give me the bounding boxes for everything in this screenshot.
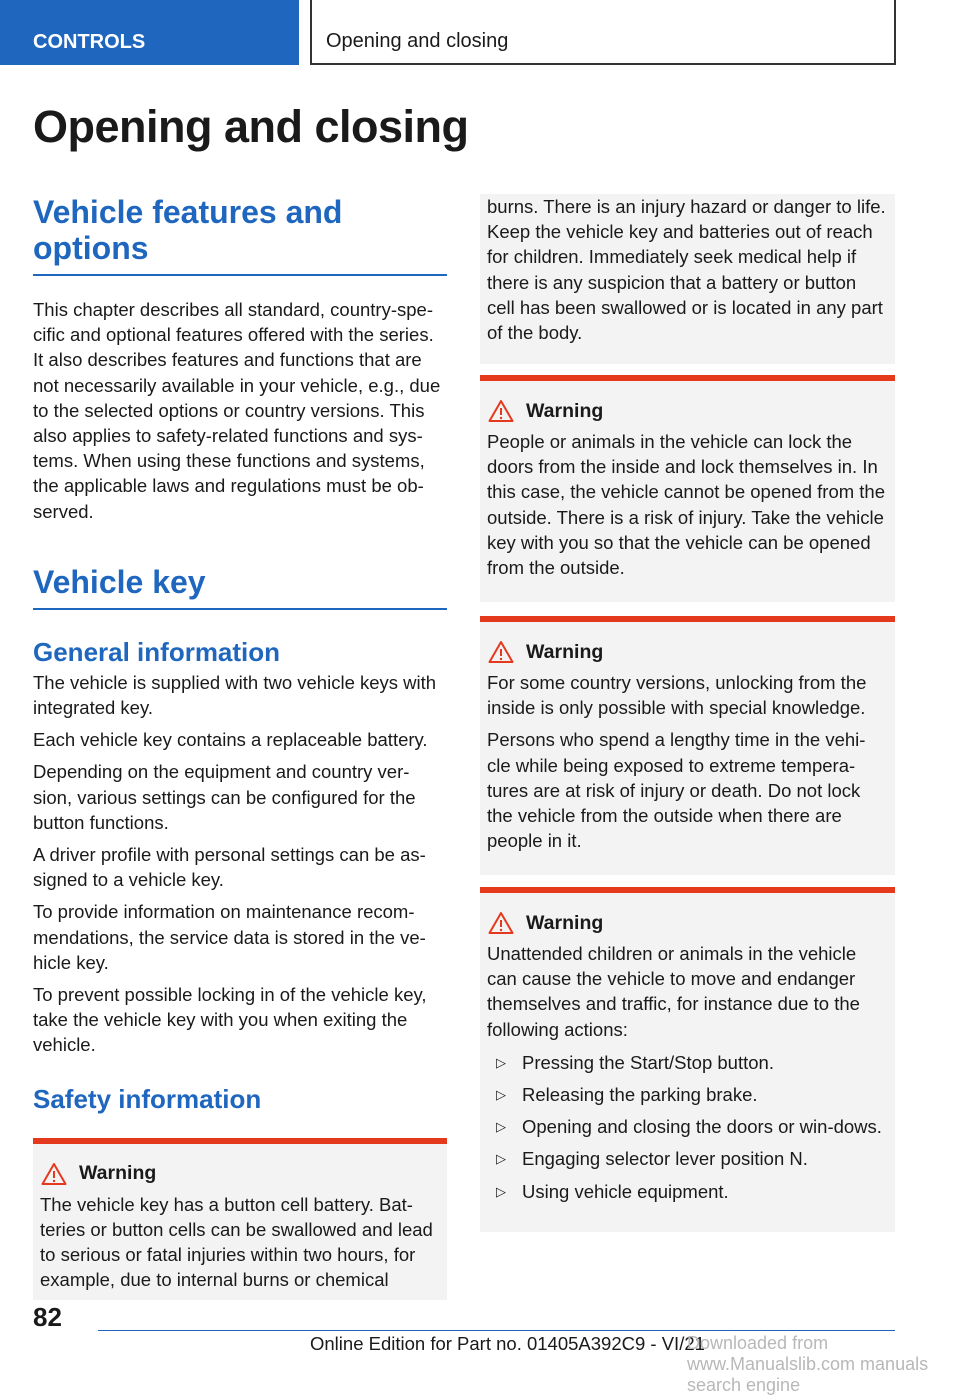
- warning-box-unattended: [480, 887, 895, 1232]
- actions-list: [487, 1050, 888, 1204]
- left-column: [33, 194, 447, 1300]
- warning-header: [40, 1162, 440, 1186]
- warning-text: The vehicle key has a button cell battery. Bat-teries or button cells can be swallowed and lead to serious or fatal injuries within two hours, for example, due to internal burns or chemical: [40, 1193, 433, 1291]
- triangle-bullet-icon: ▷: [496, 1054, 506, 1070]
- right-column: [480, 194, 895, 1232]
- warning-triangle-icon: [488, 911, 514, 935]
- list-item: ▷ Using vehicle equipment.: [487, 1179, 888, 1204]
- triangle-bullet-icon: ▷: [496, 1087, 506, 1103]
- warning-header: [487, 911, 888, 935]
- list-item: ▷ Engaging selector lever position N.: [487, 1146, 888, 1171]
- section-title: Opening and closing: [310, 0, 896, 65]
- warning-triangle-icon: [41, 1162, 67, 1186]
- heading-vehicle-key: Vehicle key: [33, 564, 447, 610]
- paragraph: A driver profile with personal settings can be as-signed to a vehicle key.: [33, 844, 426, 891]
- warning-triangle-icon: [488, 640, 514, 664]
- heading-general-information: General information: [33, 636, 281, 667]
- warning-triangle-icon: [488, 399, 514, 423]
- heading-vehicle-features: Vehicle features and options: [33, 194, 447, 276]
- warning-box-unlocking: [480, 616, 895, 875]
- warning-text: Persons who spend a lengthy time in the vehi-cle while being exposed to extreme tempera-tures are at risk of injury or death. Do not lock the vehicle from the outside when there are people in it.: [487, 729, 866, 852]
- paragraph: To prevent possible locking in of the vehicle key, take the vehicle key with you when exiting the vehicle.: [33, 984, 427, 1056]
- list-item: ▷ Opening and closing the doors or win-dows.: [487, 1114, 888, 1139]
- warning-text: burns. There is an injury hazard or danger to life. Keep the vehicle key and batteries out of reach for children. Immediately seek medical help if there is any suspicion that a battery or button cell has been swallowed or is located in any part of the body.: [487, 196, 886, 344]
- paragraph: The vehicle is supplied with two vehicle keys with integrated key.: [33, 671, 437, 719]
- warning-text: For some country versions, unlocking from the inside is only possible with special knowledge.: [487, 672, 867, 719]
- footer-divider: [98, 1330, 895, 1331]
- warning-box-locking: [480, 375, 895, 602]
- triangle-bullet-icon: ▷: [496, 1119, 506, 1135]
- paragraph: Depending on the equipment and country ver-sion, various settings can be configured for the button functions.: [33, 761, 416, 833]
- page-number: 82: [33, 1302, 62, 1332]
- warning-label: Warning: [79, 1162, 157, 1185]
- warning-header: [487, 399, 888, 423]
- warning-text: People or animals in the vehicle can lock the doors from the inside and lock themselves in. In this case, the vehicle cannot be opened from the outside. There is a risk of injury. Take the vehicle key with you so that the vehicle can be opened from the outside.: [487, 431, 886, 579]
- triangle-bullet-icon: ▷: [496, 1151, 506, 1167]
- features-paragraph: This chapter describes all standard, country-spe-cific and optional features offered with the series. It also describes features and functions that are not necessarily available in your vehicle, e.g., due to the selected options or country versions. This also applies to safety-related functions and sys-tems. When using these functions and systems, the applicable laws and regulations must be ob-served.: [33, 299, 441, 522]
- warning-box-battery-continued: [480, 194, 895, 364]
- chapter-tab: CONTROLS: [0, 0, 299, 65]
- watermark: Downloaded from www.Manualslib.com manuals search engine: [687, 1333, 929, 1395]
- warning-label: Warning: [526, 640, 604, 663]
- paragraph: Each vehicle key contains a replaceable battery.: [33, 729, 428, 751]
- triangle-bullet-icon: ▷: [496, 1183, 506, 1199]
- footer-edition: Online Edition for Part no. 01405A392C9 - VI/21: [310, 1333, 705, 1354]
- warning-box-battery: [33, 1138, 447, 1300]
- heading-safety-information: Safety information: [33, 1083, 262, 1114]
- warning-text: Unattended children or animals in the vehicle can cause the vehicle to move and endanger themselves and traffic, for instance due to the following actions:: [487, 943, 860, 1040]
- warning-label: Warning: [526, 399, 604, 422]
- list-item: ▷ Releasing the parking brake.: [487, 1082, 888, 1107]
- paragraph: To provide information on maintenance recom-mendations, the service data is stored in the ve-hicle key.: [33, 901, 426, 973]
- page-title: Opening and closing: [33, 101, 469, 152]
- list-item: ▷ Pressing the Start/Stop button.: [487, 1050, 888, 1075]
- warning-header: [487, 640, 888, 664]
- warning-label: Warning: [526, 911, 604, 934]
